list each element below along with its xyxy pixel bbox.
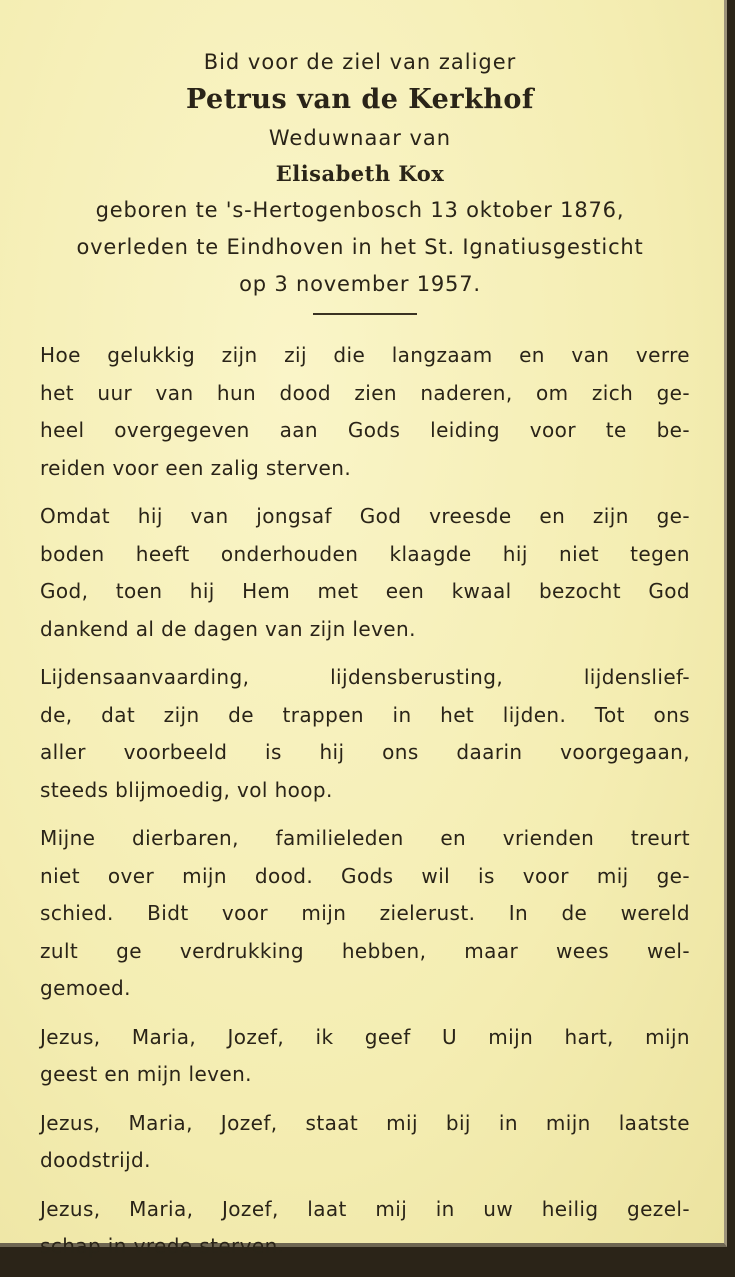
paragraph [40, 337, 690, 487]
text-line: Jezus, Maria, Jozef, staat mij bij in mijn laatste [40, 1110, 690, 1135]
paragraph [40, 1105, 690, 1180]
intro-line: Bid voor de ziel van zaliger [203, 50, 517, 74]
text-line: dankend al de dagen van zijn leven. [40, 616, 416, 641]
divider-rule [313, 313, 417, 315]
text-line: heel overgegeven aan Gods leiding voor te be- [40, 418, 690, 442]
deceased-name: Petrus van de Kerkhof [185, 84, 535, 115]
paragraph [40, 659, 690, 809]
text-line: reiden voor een zalig sterven. [40, 455, 352, 480]
paragraph [40, 1019, 690, 1094]
text-line: geest en mijn leven. [40, 1062, 252, 1086]
birth-line: geboren te 's-Hertogenbosch 13 oktober 1876, [95, 198, 625, 222]
paragraph [40, 820, 690, 1008]
card-header [30, 44, 690, 303]
text-line: het uur van hun dood zien naderen, om zich ge- [40, 380, 690, 405]
text-line: gemoed. [40, 976, 131, 1000]
text-line: God, toen hij Hem met een kwaal bezocht God [40, 579, 690, 603]
card-body [40, 337, 690, 1277]
death-line: overleden te Eindhoven in het St. Ignatiusgesticht [76, 235, 644, 259]
text-line: doodstrijd. [40, 1148, 151, 1172]
text-line: Jezus, Maria, Jozef, ik geef U mijn hart, mijn [40, 1024, 690, 1049]
text-line: Lijdensaanvaarding, lijdensberusting, lijdenslief- [40, 665, 690, 689]
text-line: niet over mijn dood. Gods wil is voor mij ge- [40, 863, 690, 888]
text-line: schied. Bidt voor mijn zielerust. In de wereld [40, 901, 690, 925]
relation-line: Weduwnaar van [268, 126, 452, 150]
text-line: Mijne dierbaren, familieleden en vrienden treurt [40, 826, 690, 850]
text-line: Jezus, Maria, Jozef, laat mij in uw heilig gezel- [40, 1196, 690, 1221]
text-line: steeds blijmoedig, vol hoop. [40, 777, 333, 802]
paragraph [40, 1191, 690, 1266]
text-line: aller voorbeeld is hij ons daarin voorgegaan, [40, 740, 690, 764]
text-line: Omdat hij van jongsaf God vreesde en zijn ge- [40, 504, 690, 528]
text-line: zult ge verdrukking hebben, maar wees wel- [40, 938, 690, 963]
paragraph [40, 498, 690, 648]
death-date-line: op 3 november 1957. [239, 272, 481, 296]
text-line: de, dat zijn de trappen in het lijden. Tot ons [40, 702, 690, 727]
text-line: Hoe gelukkig zijn zij die langzaam en van verre [40, 343, 690, 367]
text-line: boden heeft onderhouden klaagde hij niet tegen [40, 541, 690, 566]
spouse-name: Elisabeth Kox [275, 161, 445, 186]
text-line: schap in vrede sterven. [40, 1234, 285, 1258]
